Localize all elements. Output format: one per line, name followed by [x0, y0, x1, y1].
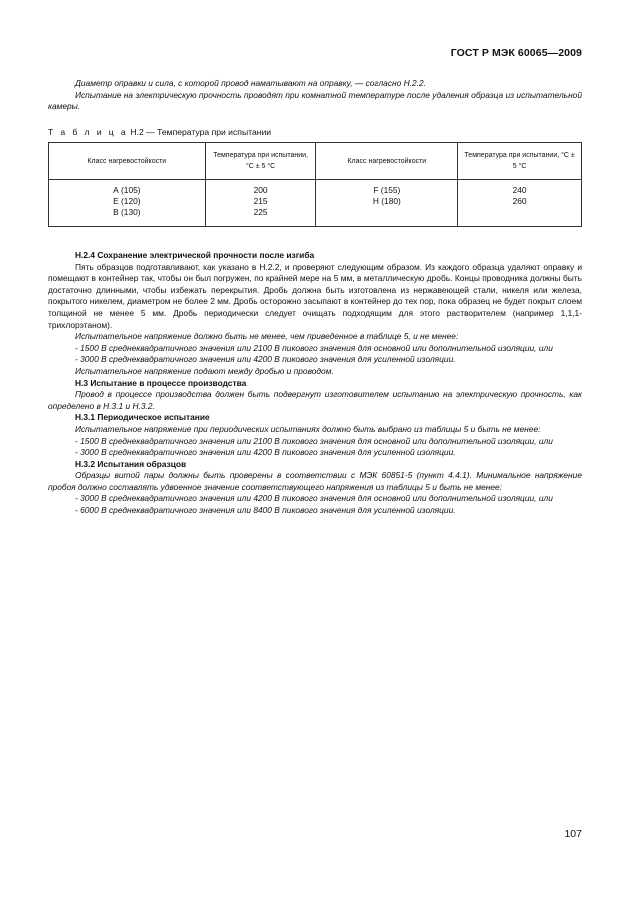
- intro-paragraph: Диаметр оправки и сила, с которой провод наматывают на оправку, — согласно Н.2.2.: [75, 78, 426, 88]
- cell-line: 240: [512, 185, 527, 195]
- table-caption-title: Н.2 — Температура при испытании: [128, 127, 272, 137]
- cell-line: В (130): [113, 207, 141, 217]
- cell-line: Н (180): [372, 196, 401, 206]
- cell-line: 200: [253, 185, 268, 195]
- cell-line: 260: [512, 196, 527, 206]
- table-cell: [316, 180, 458, 227]
- table-caption-prefix: Т а б л и ц а: [48, 127, 128, 137]
- section-heading: Н.3 Испытание в процессе производства: [75, 377, 247, 388]
- list-item: - 1500 В среднеквадратичного значения или 2100 В пикового значения для основной или дополнительной изоляции, или: [75, 435, 553, 446]
- temperature-table: [48, 142, 582, 227]
- cell-line: F (155): [373, 185, 401, 195]
- list-item: - 3000 В среднеквадратичного значения или 4200 В пикового значения для усиленной изоляции.: [75, 447, 456, 458]
- section-heading: Н.3.1 Периодическое испытание: [75, 412, 210, 423]
- page-number: 107: [564, 828, 582, 840]
- intro-block: [48, 78, 582, 113]
- list-item: - 3000 В среднеквадратичного значения или 4200 В пикового значения для основной или дополнительной изоляции, или: [75, 493, 553, 504]
- section-heading: Н.3.2 Испытания образцов: [75, 458, 187, 469]
- paragraph: Пять образцов подготавливают, как указано в Н.2.2, и проверяют следующим образом. Из каждого образца удаляют оправку и помещают в контейнер так, чтобы он был погружен, по крайней мере на 5 мм, в металлическую дробь. Концы проводника должны быть достаточно длинными, чтобы избежать перекрытия. Дробь должна быть изготовлена из нержавеющей стали, никеля или железа, покрытого никелем, диаметром не более 2 мм. Дробь осторожно засыпают в контейнер до тех пор, пока образец не будет покрыт слоем толщиной не менее 5 мм. Дробь периодически следует очищать подходящим для этого растворителем (например 1,1,1-трихлорэтаном).: [48, 261, 582, 330]
- table-caption: [48, 127, 271, 137]
- table-header-cell: Температура при испытании, °С ± 5 °С: [458, 143, 582, 180]
- table-cell: [49, 180, 206, 227]
- paragraph: Испытательное напряжение должно быть не менее, чем приведенное в таблице 5, и не менее:: [75, 331, 459, 342]
- table-cell: [458, 180, 582, 227]
- cell-line: 225: [253, 207, 268, 217]
- table-header-cell: Температура при испытании, °С ± 5 °С: [205, 143, 316, 180]
- table-cell: [205, 180, 316, 227]
- list-item: - 6000 В среднеквадратичного значения или 8400 В пикового значения для усиленной изоляции.: [75, 505, 456, 516]
- section-heading: Н.2.4 Сохранение электрической прочности после изгиба: [75, 250, 315, 260]
- cell-line: А (105): [113, 185, 141, 195]
- list-item: - 3000 В среднеквадратичного значения или 4200 В пикового значения для усиленной изоляции.: [75, 354, 456, 365]
- document-header: ГОСТ Р МЭК 60065—2009: [450, 47, 582, 59]
- cell-line: Е (120): [113, 196, 141, 206]
- body-text: [48, 250, 582, 517]
- paragraph: Испытательное напряжение при периодических испытаниях должно быть выбрано из таблицы 5 и быть не менее:: [75, 423, 541, 434]
- cell-line: 215: [253, 196, 268, 206]
- paragraph: Образцы витой пары должны быть проверены в соответствии с МЭК 60851-5 (пункт 4.4.1). Минимальное напряжение пробоя должно составлять удвоенное значение соответствующего напряжения из таблицы 5 и быть не менее:: [48, 470, 582, 492]
- paragraph: Испытательное напряжение подают между дробью и проводом.: [75, 365, 334, 376]
- intro-paragraph: Испытание на электрическую прочность проводят при комнатной температуре после удаления образца из испытательной камеры.: [48, 89, 582, 112]
- table-row: [49, 180, 582, 227]
- table-header-cell: Класс нагревостойкости: [316, 143, 458, 180]
- paragraph: Провод в процессе производства должен быть подвергнут изготовителем испытанию на электрическую прочность, как определено в Н.3.1 и Н.3.2.: [48, 389, 582, 411]
- list-item: - 1500 В среднеквадратичного значения или 2100 В пикового значения для основной или дополнительной изоляции, или: [75, 342, 553, 353]
- table-header-cell: Класс нагревостойкости: [49, 143, 206, 180]
